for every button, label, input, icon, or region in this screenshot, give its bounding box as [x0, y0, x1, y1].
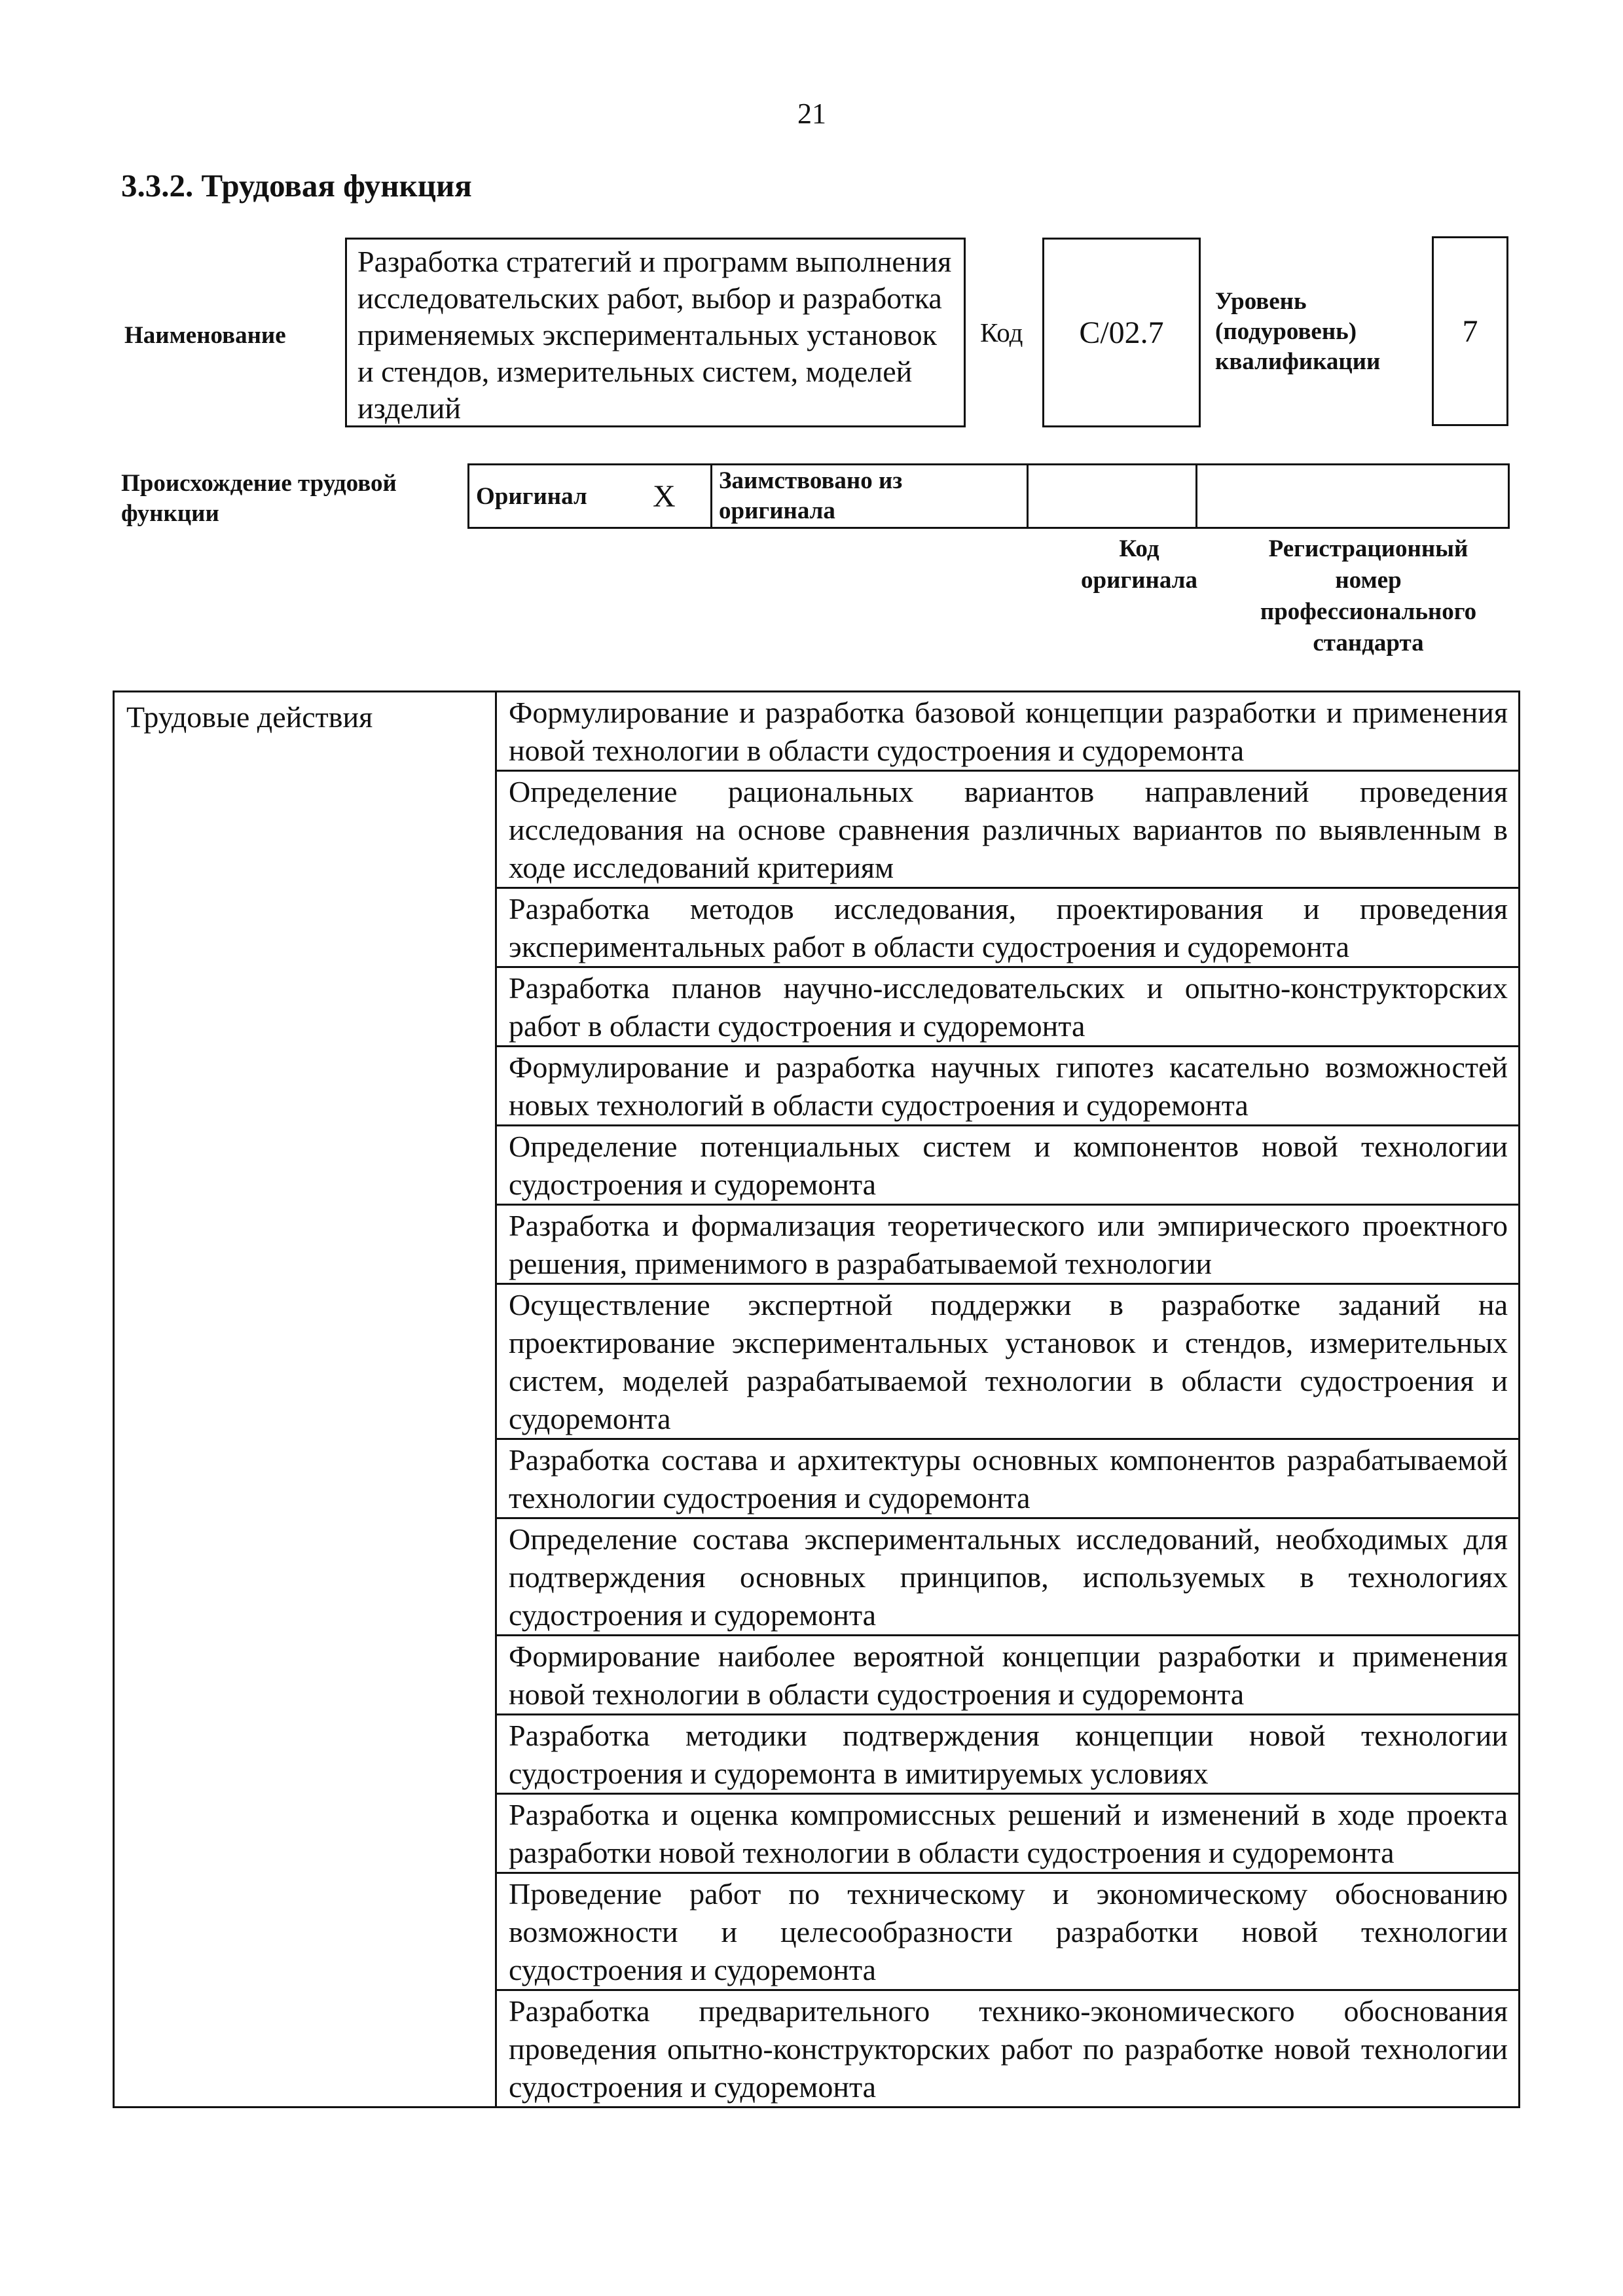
action-item: Формирование наиболее вероятной концепции разработки и применения новой технологии в области судостроения и судоремонта — [496, 1636, 1520, 1715]
original-label: Оригинал — [469, 465, 647, 528]
level-box — [1432, 236, 1508, 426]
registration-number-cell — [1197, 465, 1509, 528]
action-item: Формулирование и разработка научных гипотез касательно возможностей новых технологий в области судостроения и судоремонта — [496, 1047, 1520, 1126]
action-item: Формулирование и разработка базовой концепции разработки и применения новой технологии в области судостроения и судоремонта — [496, 692, 1520, 771]
actions-header: Трудовые действия — [114, 692, 496, 2108]
registration-caption: Регистрационный номер профессионального стандарта — [1260, 535, 1477, 656]
level-value: 7 — [1462, 314, 1478, 349]
code-label: Код — [980, 317, 1023, 348]
action-item: Определение рациональных вариантов направлений проведения исследования на основе сравнения различных вариантов по выявленным в ходе исследований критериям — [496, 771, 1520, 888]
original-code-cell — [1028, 465, 1197, 528]
action-item: Определение потенциальных систем и компонентов новой технологии судостроения и судоремонта — [496, 1126, 1520, 1205]
action-item: Разработка и формализация теоретического или эмпирического проектного решения, применимого в разрабатываемой технологии — [496, 1205, 1520, 1284]
action-item: Разработка и оценка компромиссных решений и изменений в ходе проекта разработки новой технологии в области судостроения и судоремонта — [496, 1794, 1520, 1873]
code-box — [1042, 238, 1201, 427]
action-item: Разработка планов научно-исследовательских и опытно-конструкторских работ в области судостроения и судоремонта — [496, 967, 1520, 1047]
action-item: Разработка предварительного технико-экономического обоснования проведения опытно-конструкторских работ по разработке новой технологии судостроения и судоремонта — [496, 1990, 1520, 2108]
action-item: Проведение работ по техническому и экономическому обоснованию возможности и целесообразности разработки новой технологии судостроения и судоремонта — [496, 1873, 1520, 1990]
level-label: Уровень (подуровень) квалификации — [1215, 288, 1381, 375]
name-label: Наименование — [124, 322, 286, 349]
labor-actions-table — [113, 691, 1520, 2108]
borrowed-label: Заимствовано из оригинала — [712, 465, 1028, 528]
page-number: 21 — [797, 98, 826, 130]
code-caption: Код оригинала — [1081, 535, 1197, 594]
action-item: Разработка методов исследования, проектирования и проведения экспериментальных работ в области судостроения и судоремонта — [496, 888, 1520, 967]
action-item: Определение состава экспериментальных исследований, необходимых для подтверждения основных принципов, используемых в технологиях судостроения и судоремонта — [496, 1518, 1520, 1636]
origin-label: Происхождение трудовой функции — [121, 470, 397, 527]
code-value: С/02.7 — [1079, 315, 1164, 350]
function-name-box — [345, 238, 966, 427]
action-item: Разработка состава и архитектуры основных компонентов разрабатываемой технологии судостроения и судоремонта — [496, 1439, 1520, 1518]
origin-table — [467, 463, 1510, 529]
function-name: Разработка стратегий и программ выполнения исследовательских работ, выбор и разработка применяемых экспериментальных установок и стендов, измерительных систем, моделей изделий — [357, 245, 952, 425]
original-mark: X — [646, 465, 712, 528]
table-row — [114, 692, 1520, 771]
action-item: Осуществление экспертной поддержки в разработке заданий на проектирование экспериментальных установок и стендов, измерительных систем, моделей разрабатываемой технологии в области судостроения и судоремонта — [496, 1284, 1520, 1439]
action-item: Разработка методики подтверждения концепции новой технологии судостроения и судоремонта в имитируемых условиях — [496, 1715, 1520, 1794]
section-title: 3.3.2. Трудовая функция — [121, 168, 472, 204]
